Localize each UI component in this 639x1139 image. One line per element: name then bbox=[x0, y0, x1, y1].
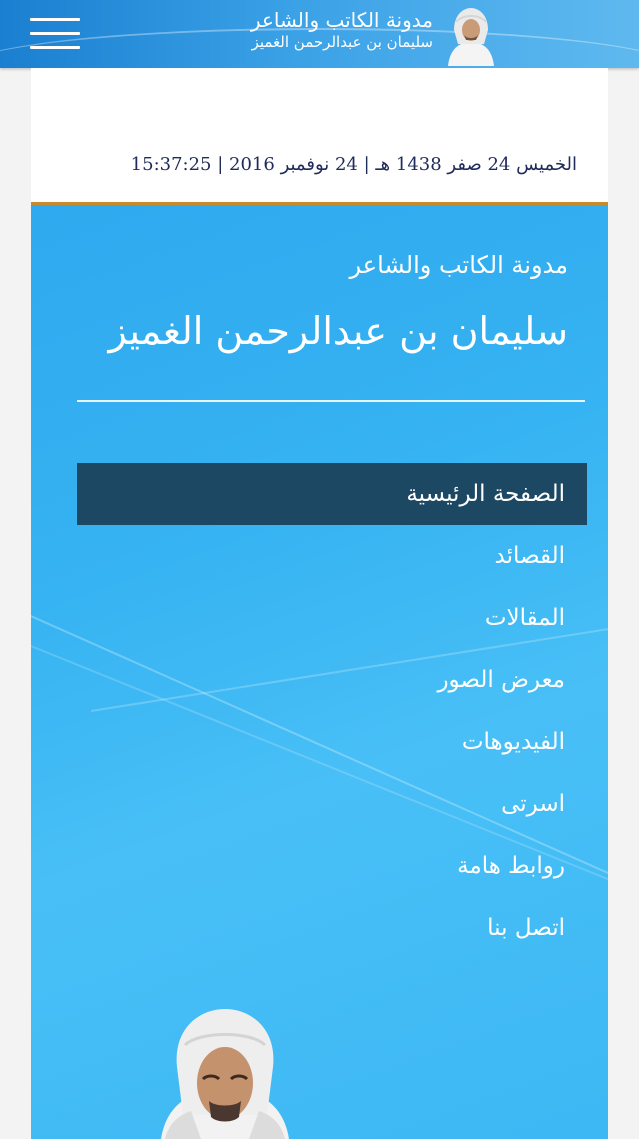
header-title: مدونة الكاتب والشاعر bbox=[250, 8, 433, 32]
panel-title: سليمان بن عبدالرحمن الغميز bbox=[108, 309, 568, 353]
nav-item-home[interactable]: الصفحة الرئيسية bbox=[77, 463, 587, 525]
nav-item-family[interactable]: اسرتى bbox=[501, 791, 565, 817]
nav-menu bbox=[77, 463, 587, 959]
author-portrait bbox=[155, 1005, 295, 1139]
side-menu-panel bbox=[31, 202, 608, 1139]
hamburger-menu-button[interactable] bbox=[30, 16, 82, 52]
author-avatar bbox=[440, 4, 502, 66]
divider bbox=[77, 400, 585, 402]
nav-item-photo-gallery[interactable]: معرض الصور bbox=[437, 667, 565, 693]
hamburger-icon bbox=[30, 46, 80, 49]
nav-item-contact[interactable]: اتصل بنا bbox=[487, 915, 565, 941]
nav-item-articles[interactable]: المقالات bbox=[484, 605, 565, 631]
hamburger-icon bbox=[30, 32, 80, 35]
date-time-text: الخميس 24 صفر 1438 هـ | 24 نوفمبر 2016 | 15:37:25 bbox=[130, 154, 577, 175]
hamburger-icon bbox=[30, 18, 80, 21]
header-name: سليمان بن عبدالرحمن الغميز bbox=[251, 33, 433, 51]
nav-item-videos[interactable]: الفيديوهات bbox=[461, 729, 565, 755]
header-text bbox=[193, 8, 433, 52]
date-panel bbox=[31, 68, 608, 202]
nav-item-poems[interactable]: القصائد bbox=[494, 543, 565, 569]
top-header bbox=[0, 0, 639, 68]
nav-item-links[interactable]: روابط هامة bbox=[457, 853, 565, 879]
panel-subtitle: مدونة الكاتب والشاعر bbox=[349, 251, 568, 279]
